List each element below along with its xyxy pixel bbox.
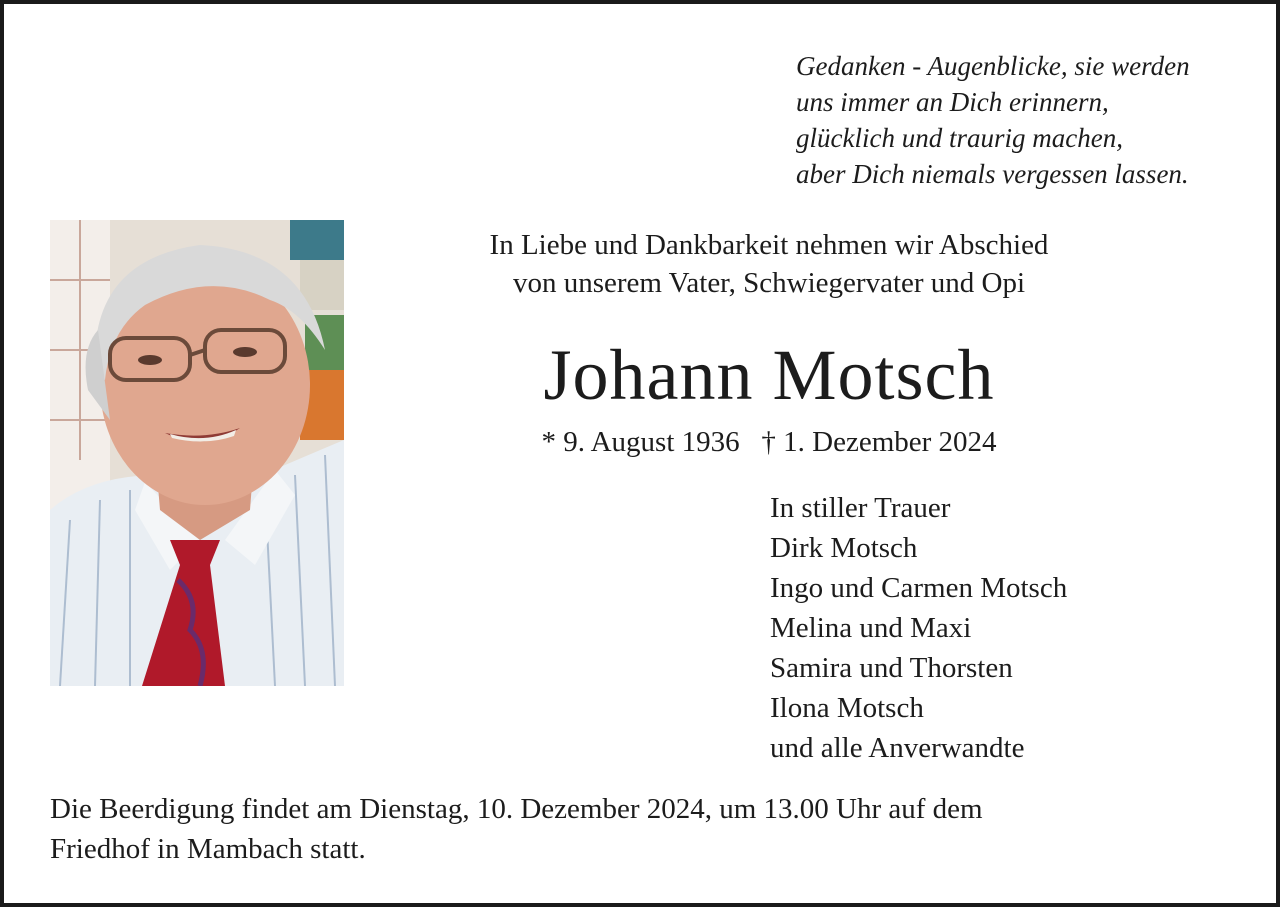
mourner-line: und alle Anverwandte [770,732,1025,764]
mourner-line: Melina und Maxi [770,612,972,644]
mourner-line: Samira und Thorsten [770,652,1013,684]
intro-line: von unserem Vater, Schwiegervater und Opi [512,267,1026,299]
mourner-line: In stiller Trauer [770,492,951,524]
birth-date: * 9. August 1936 [541,426,740,458]
poem-line: aber Dich niemals vergessen lassen. [796,159,1189,189]
deceased-name: Johann Motsch [543,335,995,415]
funeral-line: Die Beerdigung findet am Dienstag, 10. Dezember 2024, um 13.00 Uhr auf dem [50,793,983,825]
poem [796,48,1256,192]
funeral-notice [50,789,1250,869]
mourner-line: Dirk Motsch [770,532,918,564]
funeral-line: Friedhof in Mambach statt. [50,833,366,865]
intro-line: In Liebe und Dankbarkeit nehmen wir Abschied [489,229,1049,261]
death-date: † 1. Dezember 2024 [761,426,997,458]
mourner-line: Ingo und Carmen Motsch [770,572,1068,604]
portrait-photo [50,220,344,686]
life-dates [364,424,1174,460]
poem-line: glücklich und traurig machen, [796,123,1123,153]
mourners-list [770,488,1250,768]
mourner-line: Ilona Motsch [770,692,924,724]
farewell-intro [364,226,1174,302]
poem-line: Gedanken - Augenblicke, sie werden [796,51,1190,81]
poem-line: uns immer an Dich erinnern, [796,87,1109,117]
